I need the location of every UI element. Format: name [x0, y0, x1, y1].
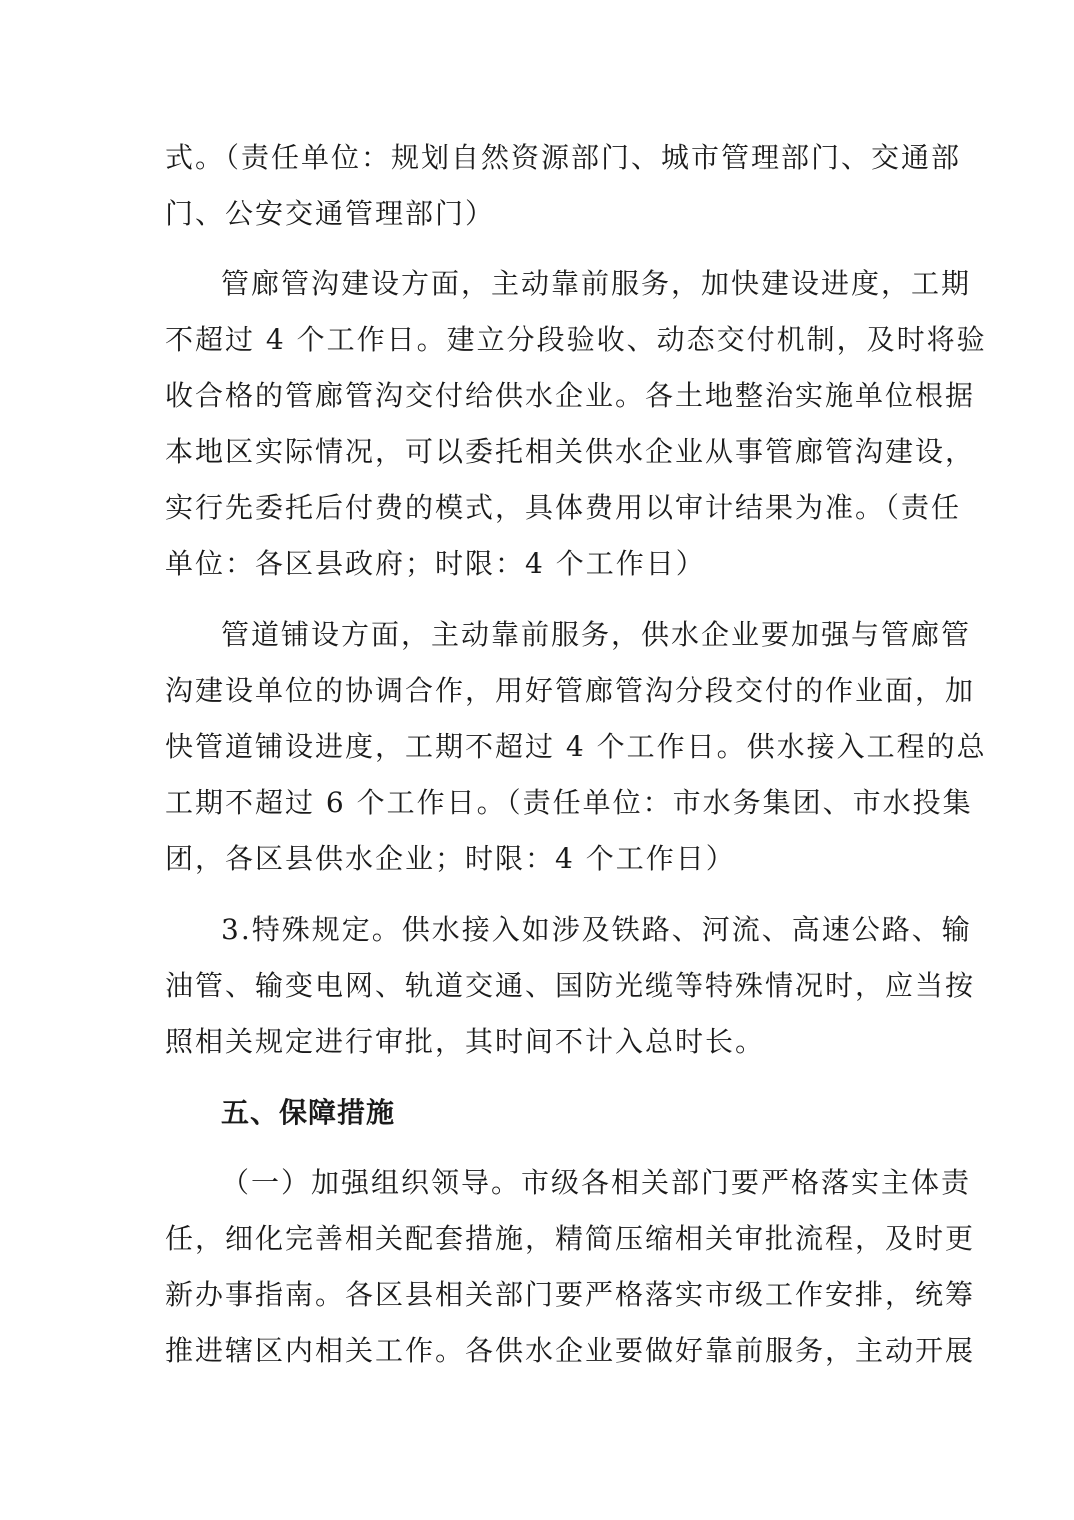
section-heading: 五、保障措施 [221, 1096, 396, 1129]
text-line: 照相关规定进行审批，其时间不计入总时长。 [165, 1025, 766, 1058]
text-line: 工期不超过 6 个工作日。（责任单位：市水务集团、市水投集 [165, 786, 973, 819]
text-line: 快管道铺设进度，工期不超过 4 个工作日。供水接入工程的总 [165, 730, 987, 763]
text-line: 沟建设单位的协调合作，用好管廊管沟分段交付的作业面，加 [165, 674, 976, 707]
text-line: 本地区实际情况，可以委托相关供水企业从事管廊管沟建设， [165, 435, 976, 468]
paragraph-first-line: 管道铺设方面，主动靠前服务，供水企业要加强与管廊管 [221, 618, 972, 651]
text-line: 团，各区县供水企业；时限：4 个工作日） [165, 842, 736, 875]
text-line: 门、公安交通管理部门） [165, 197, 496, 230]
paragraph-first-line: 3.特殊规定。供水接入如涉及铁路、河流、高速公路、输 [221, 913, 972, 946]
text-line: 式。（责任单位：规划自然资源部门、城市管理部门、交通部 [165, 141, 962, 174]
text-line: 收合格的管廊管沟交付给供水企业。各土地整治实施单位根据 [165, 379, 976, 412]
text-line: 单位：各区县政府；时限：4 个工作日） [165, 547, 706, 580]
text-line: 实行先委托后付费的模式，具体费用以审计结果为准。（责任 [165, 491, 962, 524]
text-line: 推进辖区内相关工作。各供水企业要做好靠前服务，主动开展 [165, 1334, 976, 1367]
text-line: 不超过 4 个工作日。建立分段验收、动态交付机制，及时将验 [165, 323, 987, 356]
text-line: 任，细化完善相关配套措施，精简压缩相关审批流程，及时更 [165, 1222, 976, 1255]
text-line: 油管、输变电网、轨道交通、国防光缆等特殊情况时，应当按 [165, 969, 976, 1002]
paragraph-first-line: （一）加强组织领导。市级各相关部门要严格落实主体责 [221, 1166, 972, 1199]
paragraph-first-line: 管廊管沟建设方面，主动靠前服务，加快建设进度，工期 [221, 267, 972, 300]
text-line: 新办事指南。各区县相关部门要严格落实市级工作安排，统筹 [165, 1278, 976, 1311]
